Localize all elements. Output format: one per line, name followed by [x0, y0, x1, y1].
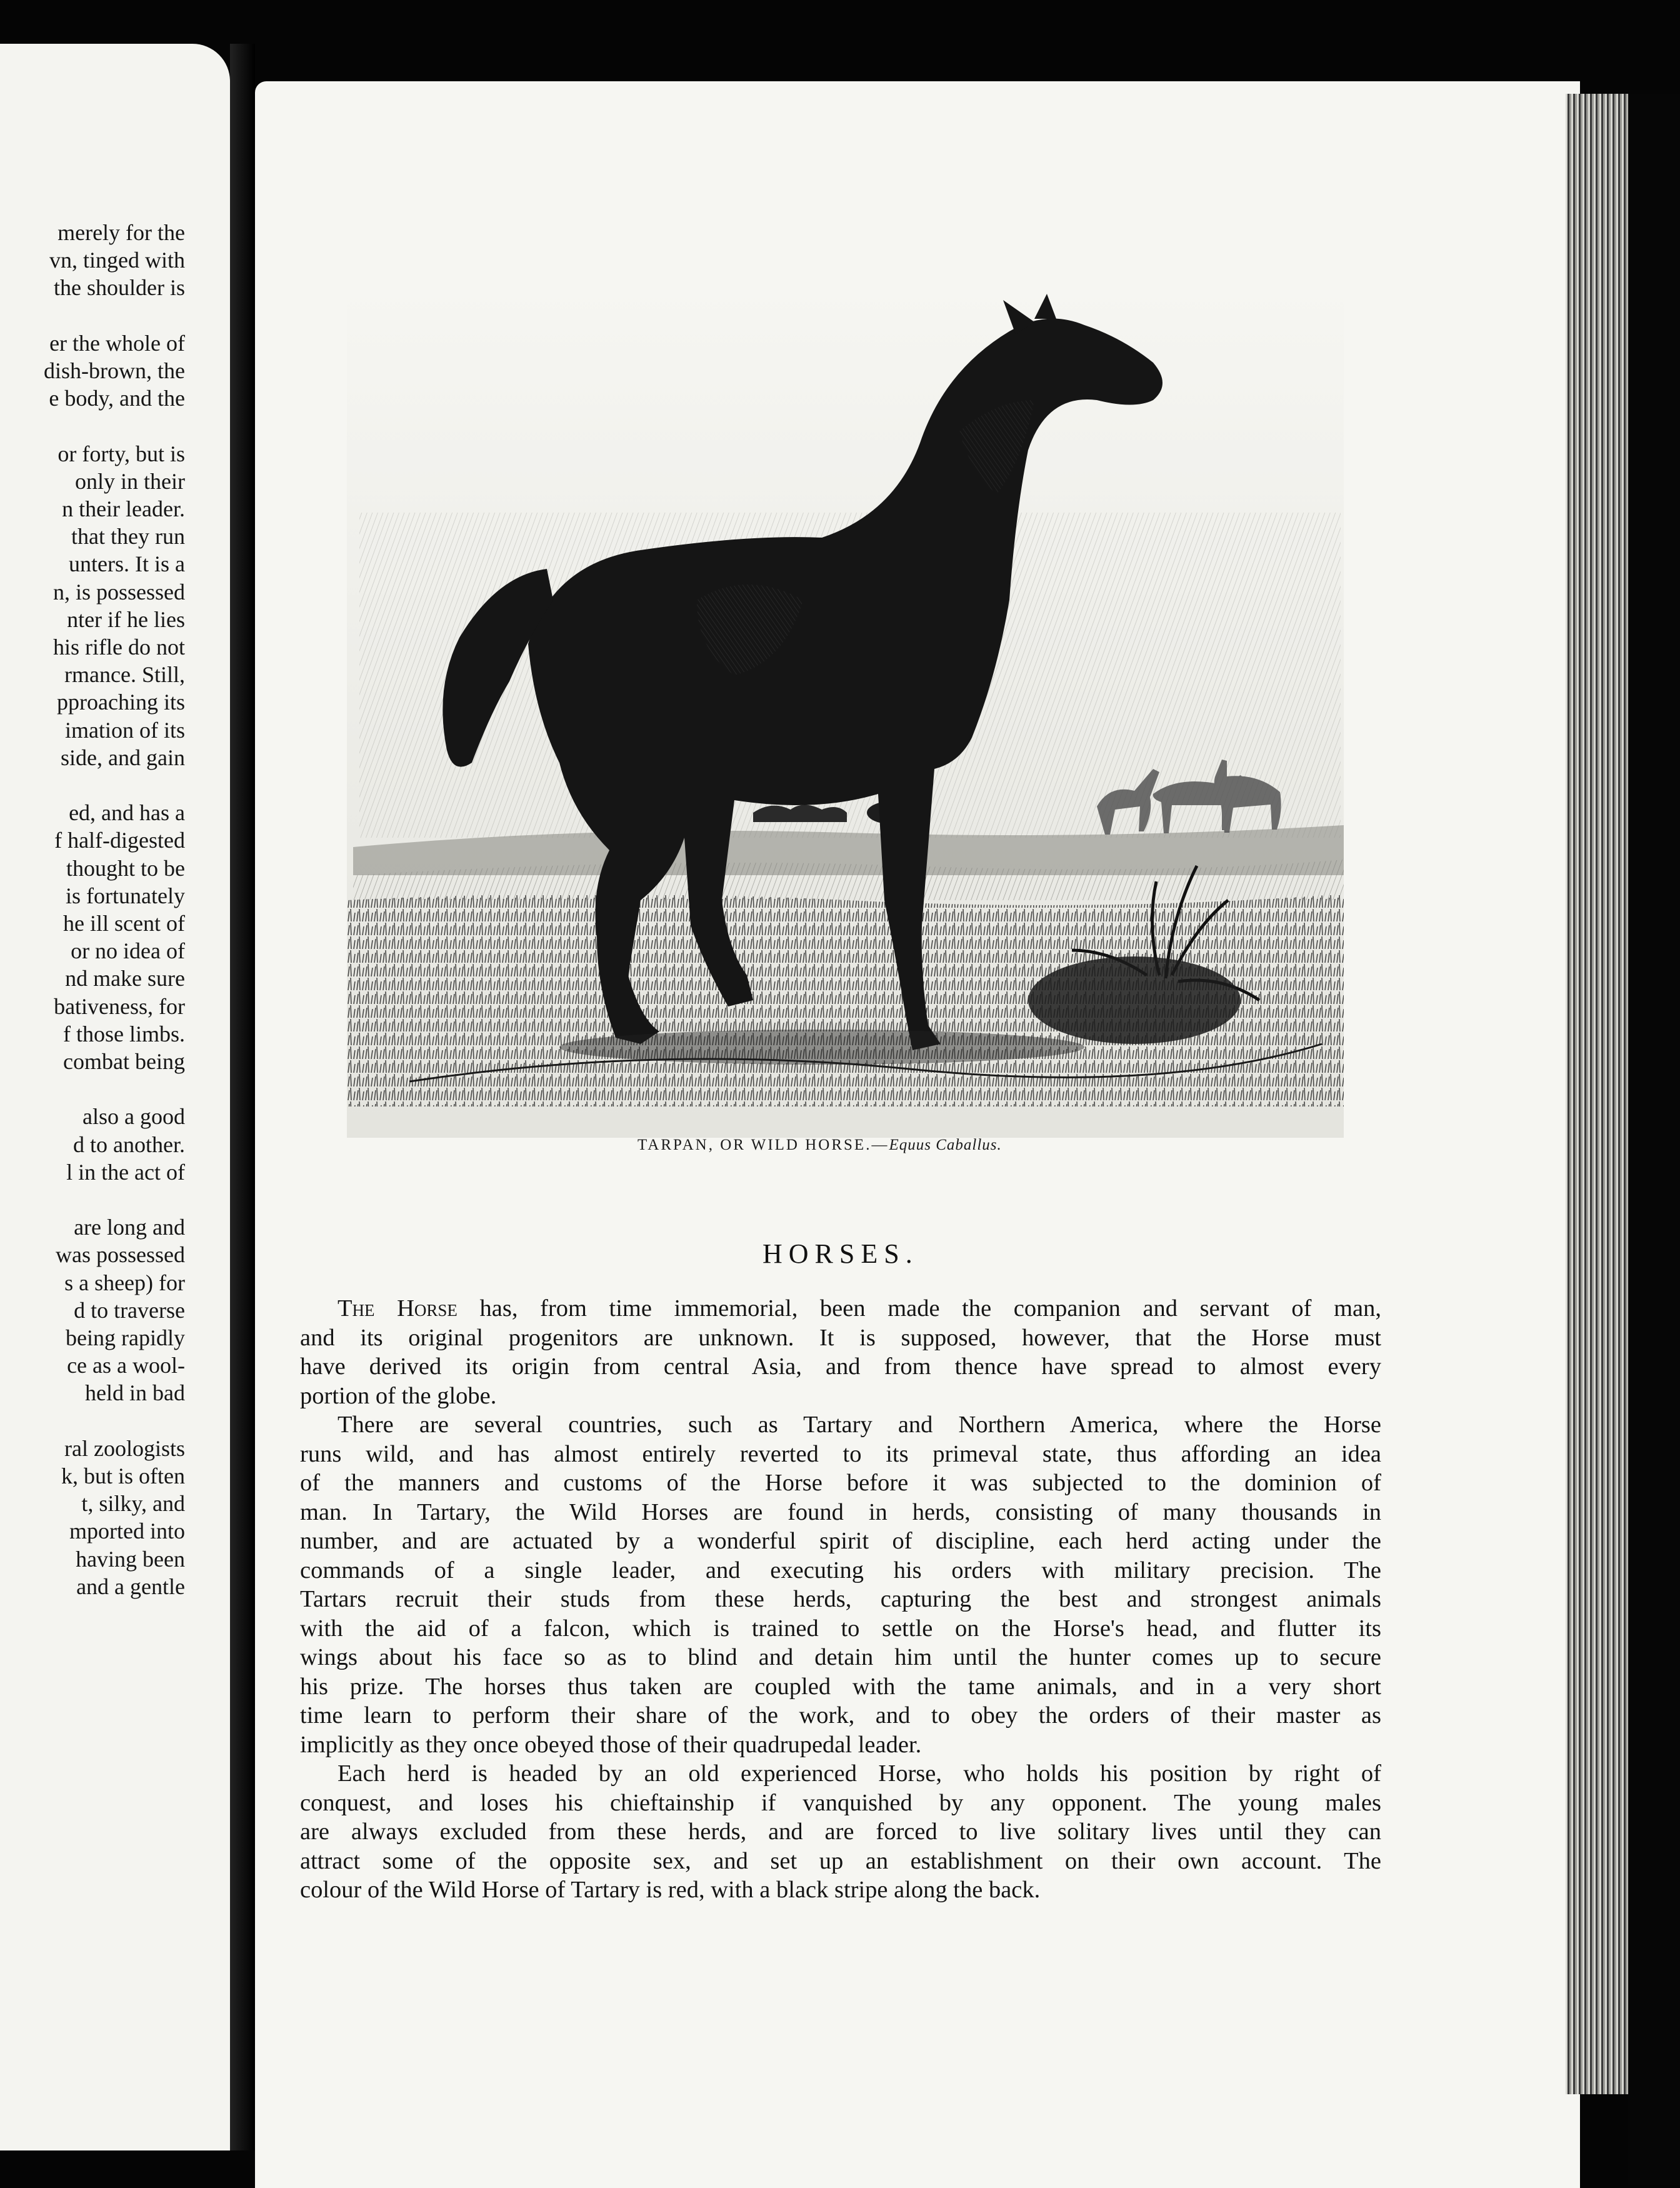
left-page-line: f half-digested — [54, 828, 185, 853]
left-page-line: is fortunately — [66, 883, 185, 908]
article-line: There are several countries, such as Tartary and Northern America, where the Horse — [338, 1412, 1381, 1438]
left-page-line: imation of its — [65, 717, 185, 743]
left-page-line: n their leader. — [62, 496, 185, 521]
lead-words: The Horse — [338, 1295, 458, 1322]
left-page-line: ed, and has a — [69, 800, 185, 826]
article-line: runs wild, and has almost entirely reverted to its primeval state, thus affording an idea — [300, 1440, 1381, 1467]
article-line: number, and are actuated by a wonderful spirit of discipline, each herd acting under the — [300, 1528, 1381, 1554]
tarpan-illustration — [347, 275, 1344, 1138]
article-line: commands of a single leader, and executing his orders with military precision. The — [300, 1557, 1381, 1583]
caption-main: TARPAN, OR WILD HORSE.— — [638, 1137, 889, 1153]
left-page-line: dish-brown, the — [44, 358, 185, 383]
article-line: Tartars recruit their studs from these herds, capturing the best and strongest animals — [300, 1586, 1381, 1612]
left-page-line: the shoulder is — [54, 275, 185, 301]
left-page-line: held in bad — [85, 1380, 185, 1406]
left-page-line: t, silky, and — [81, 1491, 185, 1517]
page-edge-shadow — [1628, 94, 1680, 2185]
left-page-line: combat being — [63, 1049, 185, 1074]
left-page-line: f those limbs. — [63, 1021, 185, 1046]
article-line: portion of the globe. — [300, 1382, 497, 1409]
left-page-line: are long and — [74, 1215, 185, 1240]
left-page-line: or forty, but is — [58, 441, 185, 466]
left-page-line: mported into — [69, 1518, 185, 1544]
article-line: man. In Tartary, the Wild Horses are found in herds, consisting of many thousands in — [300, 1498, 1381, 1525]
article-line: with the aid of a falcon, which is trained to settle on the Horse's head, and flutter its — [300, 1615, 1381, 1642]
article-line: his prize. The horses thus taken are coupled with the tame animals, and in a very short — [300, 1673, 1381, 1700]
left-page-line: and a gentle — [76, 1573, 185, 1599]
left-page-line: bativeness, for — [54, 993, 185, 1019]
article-line: Each herd is headed by an old experienced Horse, who holds his position by right of — [338, 1760, 1381, 1787]
left-page-line: rmance. Still, — [64, 662, 185, 688]
article-line: conquest, and loses his chieftainship if vanquished by any opponent. The young males — [300, 1789, 1381, 1816]
article-line: have derived its origin from central Asia, and from thence have spread to almost every — [300, 1353, 1381, 1380]
article-line: of the manners and customs of the Horse before it was subjected to the dominion of — [300, 1470, 1381, 1496]
left-page-line: er the whole of — [49, 330, 185, 356]
left-page-line: also a good — [82, 1104, 185, 1130]
book-gutter — [230, 44, 255, 2150]
left-page-line: s a sheep) for — [64, 1270, 185, 1295]
article-line: implicitly as they once obeyed those of their quadrupedal leader. — [300, 1731, 922, 1758]
left-page-line: having been — [76, 1546, 185, 1572]
left-page-line: ce as a wool- — [67, 1353, 185, 1378]
article-line-text: has, from time immemorial, been made the companion and servant of man, — [457, 1295, 1382, 1322]
left-page-line: e body, and the — [49, 386, 185, 411]
figure-caption — [638, 1137, 1002, 1154]
article-line: attract some of the opposite sex, and set up an establishment on their own account. The — [300, 1847, 1381, 1874]
left-page-line: vn, tinged with — [49, 248, 185, 273]
article-line: time learn to perform their share of the work, and to obey the orders of their master as — [300, 1702, 1381, 1729]
left-page-line: being rapidly — [66, 1325, 185, 1350]
left-page-line: d to traverse — [74, 1297, 185, 1323]
article-line: are always excluded from these herds, and are forced to live solitary lives until they can — [300, 1819, 1381, 1845]
left-page-line: pproaching its — [57, 690, 185, 715]
left-page — [0, 44, 230, 2150]
left-page-line: was possessed — [56, 1242, 185, 1268]
left-page-line: k, but is often — [61, 1463, 185, 1488]
left-page-line: unters. It is a — [69, 551, 185, 577]
left-page-line: that they run — [71, 524, 185, 550]
left-page-line: his rifle do not — [53, 635, 185, 660]
left-page-line: merely for the — [58, 220, 185, 245]
article-line: and its original progenitors are unknown. It is supposed, however, that the Horse must — [300, 1324, 1381, 1351]
article-heading: HORSES. — [762, 1238, 919, 1269]
left-page-line: nter if he lies — [67, 606, 185, 632]
caption-latin-name: Equus Caballus. — [889, 1137, 1002, 1153]
left-page-line: side, and gain — [61, 745, 185, 770]
left-page-line: nd make sure — [65, 966, 185, 991]
left-page-line: n, is possessed — [52, 579, 185, 605]
article-line: wings about his face so as to blind and detain him until the hunter comes up to secure — [300, 1644, 1381, 1670]
left-page-line: thought to be — [66, 855, 185, 881]
left-page-line: l in the act of — [66, 1159, 185, 1185]
left-page-line: ral zoologists — [64, 1435, 185, 1461]
article-body — [300, 1294, 1381, 1905]
left-page-line: he ill scent of — [63, 911, 185, 936]
left-page-line: or no idea of — [71, 938, 185, 964]
left-page-line: only in their — [75, 468, 185, 494]
article-line: colour of the Wild Horse of Tartary is red, with a black stripe along the back. — [300, 1877, 1041, 1903]
page-edge — [1566, 94, 1628, 2094]
article-line — [300, 1294, 1381, 1323]
left-page-line: d to another. — [73, 1132, 185, 1157]
